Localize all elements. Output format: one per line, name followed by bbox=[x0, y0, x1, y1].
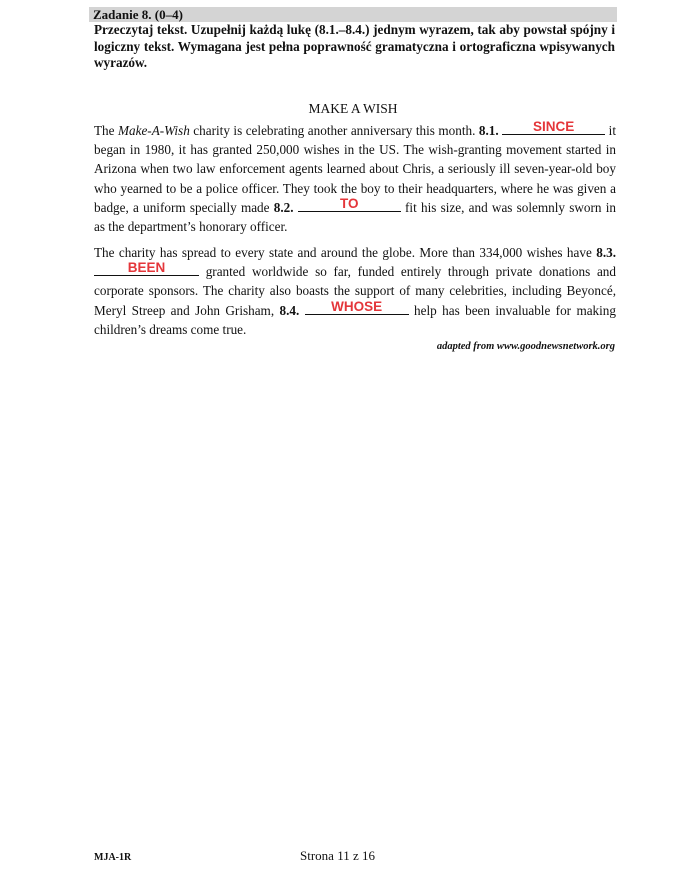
gap-1-answer: SINCE bbox=[533, 119, 575, 134]
p2-text-2: granted worldwide so far, funded entirely through private donations and corporate sponsors. The charity also boasts the support of many celebrities, including Beyoncé, Meryl Streep and John Grisham, bbox=[94, 264, 616, 318]
gap-2-label: 8.2. bbox=[273, 199, 294, 215]
exam-code: MJA-1R bbox=[94, 852, 132, 863]
task-title: Zadanie 8. (0–4) bbox=[93, 7, 183, 22]
p1-text-4: fit his size, and was solemnly sworn in as the department’s honorary officer. bbox=[94, 199, 616, 235]
task-header-bar bbox=[89, 7, 617, 22]
p1-text-2: charity is celebrating another anniversary this month. bbox=[189, 123, 479, 138]
gap-4-answer: WHOSE bbox=[331, 298, 383, 314]
gap-2-field[interactable] bbox=[298, 195, 401, 212]
gap-1-label: 8.1. bbox=[478, 123, 499, 138]
gap-3-answer: BEEN bbox=[127, 260, 166, 276]
page-number: Strona 11 z 16 bbox=[300, 848, 375, 863]
gap-3-label: 8.3. bbox=[596, 245, 616, 260]
gap-3-field[interactable] bbox=[94, 260, 199, 276]
article-heading: MAKE A WISH bbox=[308, 101, 398, 116]
p2-text-1: The charity has spread to every state and around the globe. More than 334,000 wishes have bbox=[94, 245, 597, 260]
gap-2-answer: TO bbox=[340, 195, 359, 211]
gap-1-field[interactable] bbox=[502, 119, 605, 135]
gap-4-label: 8.4. bbox=[279, 302, 300, 318]
task-instruction: Przeczytaj tekst. Uzupełnij każdą lukę (8.1.–8.4.) jednym wyrazem, tak aby powstał spójny i logiczny tekst. Wymagana jest pełna poprawność gramatyczna i ortograficzna wpisywanych wyrazów. bbox=[94, 22, 615, 70]
article-paragraph-1 bbox=[94, 121, 616, 236]
p1-text-3: it began in 1980, it has granted 250,000 wishes in the US. The wish-granting movement started in Arizona when two law enforcement agents learned about Chris, a seriously ill seven-year-old boy who yearned to be a police officer. They took the boy to their headquarters, where he was given a badge, a uniform specially made bbox=[94, 123, 616, 215]
p2-text-3: help has been invaluable for making children’s dreams come true. bbox=[94, 302, 616, 337]
gap-4-field[interactable] bbox=[305, 298, 409, 315]
charity-name: Make-A-Wish bbox=[118, 123, 190, 138]
source-citation: adapted from www.goodnewsnetwork.org bbox=[436, 341, 615, 352]
p1-text-1: The bbox=[94, 123, 119, 138]
article-paragraph-2 bbox=[94, 243, 616, 339]
